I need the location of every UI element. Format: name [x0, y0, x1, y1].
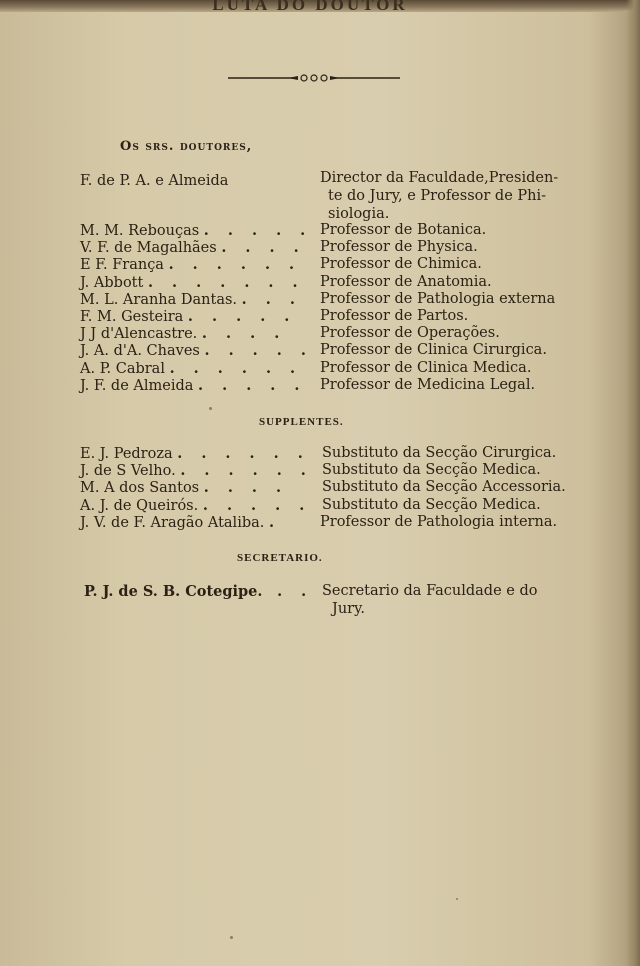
director-role-line: Director da Faculdade,Presiden- [320, 170, 559, 186]
professor-name: F. M. Gesteira . . . . . [80, 307, 297, 325]
paper-speck [456, 898, 458, 900]
professors-roles [320, 222, 555, 394]
professor-role: Professor de Anatomia. [320, 273, 492, 290]
secretario-role [322, 583, 537, 619]
paper-speck [230, 936, 233, 939]
supplentes-names [80, 445, 313, 531]
professor-name: J. F. de Almeida . . . . . [80, 376, 307, 394]
director-role-line: siologia. [328, 206, 390, 222]
professor-role: Professor de Operações. [320, 325, 500, 342]
professor-role: Professor de Medicina Legal. [320, 376, 536, 393]
supplente-name: A. J. de Queirós. . . . . . [80, 496, 312, 514]
professor-role: Professor de Botanica. [320, 222, 487, 238]
secretario-name: P. J. de S. B. Cotegipe. . . [84, 583, 314, 600]
secretario-role-line: Jury. [332, 601, 365, 617]
professor-role: Professor de Chimica. [320, 256, 482, 273]
director-role-line: te do Jury, e Professor de Phi- [328, 188, 547, 204]
ornamental-rule [228, 72, 400, 84]
secretario-role-line: Secretario da Faculdade e do [322, 583, 538, 599]
supplente-role: Substituto da Secção Medica. [322, 462, 541, 479]
page-title: Os srs. doutores, [120, 139, 253, 154]
professor-role: Professor de Clinica Cirurgica. [320, 342, 547, 359]
professor-name: A. P. Cabral . . . . . . [80, 359, 303, 377]
professors-names [80, 222, 313, 394]
supplente-name: M. A dos Santos . . . . [80, 479, 289, 497]
supplente-role: Substituto da Secção Accessoria. [322, 479, 566, 496]
professor-role: Professor de Physica. [320, 239, 478, 256]
director-name: F. de P. A. e Almeida [80, 173, 229, 189]
professor-name: M. L. Aranha Dantas. . . . [80, 290, 302, 308]
paper-speck [209, 407, 212, 410]
professor-name: J. Abbott . . . . . . . [80, 273, 305, 291]
supplente-name: E. J. Pedroza . . . . . . [80, 445, 310, 462]
supplente-role: Professor de Pathologia interna. [320, 513, 558, 530]
page-right-edge-shadow [626, 0, 640, 966]
professor-name: J. A. d'A. Chaves . . . . . [80, 342, 313, 360]
professor-name: J J d'Alencastre. . . . . [80, 325, 287, 343]
supplente-name: J. V. de F. Aragão Ataliba. . [80, 513, 282, 531]
supplente-role: Substituto da Secção Medica. [322, 496, 541, 513]
director-role [320, 170, 558, 224]
supplente-name: J. de S Velho. . . . . . . [80, 462, 313, 480]
supplentes-heading: SUPPLENTES. [259, 416, 344, 428]
cut-off-header-text: LUTA DO DOUTOR [212, 0, 408, 14]
professor-name: M. M. Rebouças . . . . . [80, 222, 313, 239]
professor-role: Professor de Clinica Medica. [320, 359, 532, 376]
professor-role: Professor de Partos. [320, 307, 469, 324]
supplente-role: Substituto da Secção Cirurgica. [322, 445, 557, 461]
professor-role: Professor de Pathologia externa [320, 290, 556, 307]
supplentes-roles [322, 445, 566, 531]
professor-name: E F. França . . . . . . [80, 256, 302, 274]
professor-name: V. F. de Magalhães . . . . [80, 239, 306, 257]
secretario-heading: SECRETARIO. [237, 552, 323, 564]
